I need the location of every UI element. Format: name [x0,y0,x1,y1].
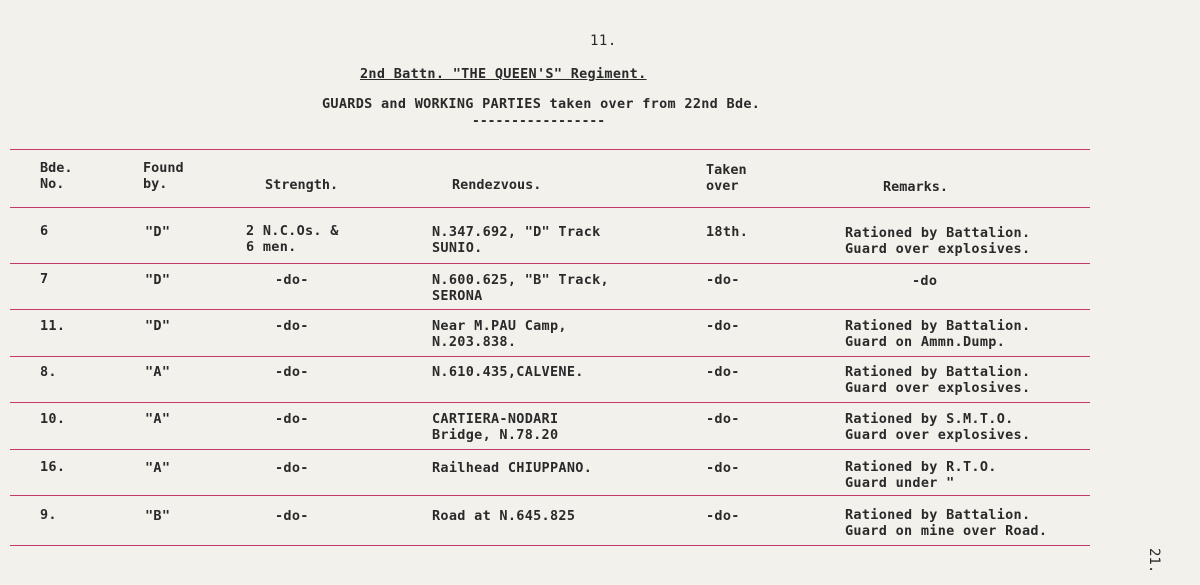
table-cell: Road at N.645.825 [432,508,576,524]
table-rule [10,309,1090,310]
table-cell: -do- [275,364,309,380]
table-cell: Rationed by S.M.T.O. Guard over explosives. [845,411,1031,443]
table-cell: Near M.PAU Camp, N.203.838. [432,318,567,350]
document-title: 2nd Battn. "THE QUEEN'S" Regiment. [360,66,647,82]
table-cell: -do- [275,508,309,524]
table-cell: 18th. [706,224,749,240]
table-cell: -do- [706,318,740,334]
table-cell: Railhead CHIUPPANO. [432,460,593,476]
table-cell: 6 [40,223,49,239]
table-rule [10,356,1090,357]
table-cell: N.600.625, "B" Track, SERONA [432,272,609,304]
column-header: Taken over [706,162,747,194]
table-cell: 9. [40,507,57,523]
column-header: Remarks. [883,179,949,195]
table-cell: -do- [275,272,309,288]
table-cell: -do- [706,460,740,476]
table-rule [10,402,1090,403]
table-rule [10,545,1090,546]
document-subtitle: GUARDS and WORKING PARTIES taken over from 22nd Bde. [322,96,761,112]
table-cell: "A" [145,364,171,380]
table-cell: Rationed by Battalion. Guard on Ammn.Dump. [845,318,1031,350]
column-header: Found by. [143,160,184,192]
table-cell: -do- [706,364,740,380]
table-rule [10,495,1090,496]
table-cell: N.610.435,CALVENE. [432,364,584,380]
table-cell: -do- [275,460,309,476]
table-rule [10,149,1090,150]
column-header: Rendezvous. [452,177,542,193]
table-cell: 8. [40,364,57,380]
column-header: Bde. No. [40,160,73,192]
table-cell: -do- [706,508,740,524]
table-cell: 7 [40,271,49,287]
table-cell: -do [912,273,938,289]
table-cell: "A" [145,460,171,476]
table-cell: "D" [145,318,171,334]
table-cell: "A" [145,411,171,427]
column-header: Strength. [265,177,339,193]
subtitle-underline: ----------------- [472,114,606,129]
table-cell: "D" [145,224,171,240]
table-cell: Rationed by R.T.O. Guard under " [845,459,997,491]
table-cell: Rationed by Battalion. Guard over explosives. [845,225,1031,257]
table-cell: "D" [145,272,171,288]
table-rule [10,449,1090,450]
table-cell: CARTIERA-NODARI Bridge, N.78.20 [432,411,559,443]
table-cell: 10. [40,411,66,427]
page-number: 11. [590,33,617,49]
side-page-number: 21. [1146,548,1162,574]
table-cell: Rationed by Battalion. Guard over explosives. [845,364,1031,396]
table-cell: -do- [706,411,740,427]
table-cell: 2 N.C.Os. & 6 men. [246,223,339,255]
table-rule [10,263,1090,264]
table-cell: 16. [40,459,66,475]
table-cell: -do- [275,318,309,334]
table-cell: -do- [706,272,740,288]
table-cell: Rationed by Battalion. Guard on mine over Road. [845,507,1048,539]
table-cell: -do- [275,411,309,427]
table-cell: 11. [40,318,66,334]
table-rule [10,207,1090,208]
table-cell: "B" [145,508,171,524]
table-cell: N.347.692, "D" Track SUNIO. [432,224,601,256]
